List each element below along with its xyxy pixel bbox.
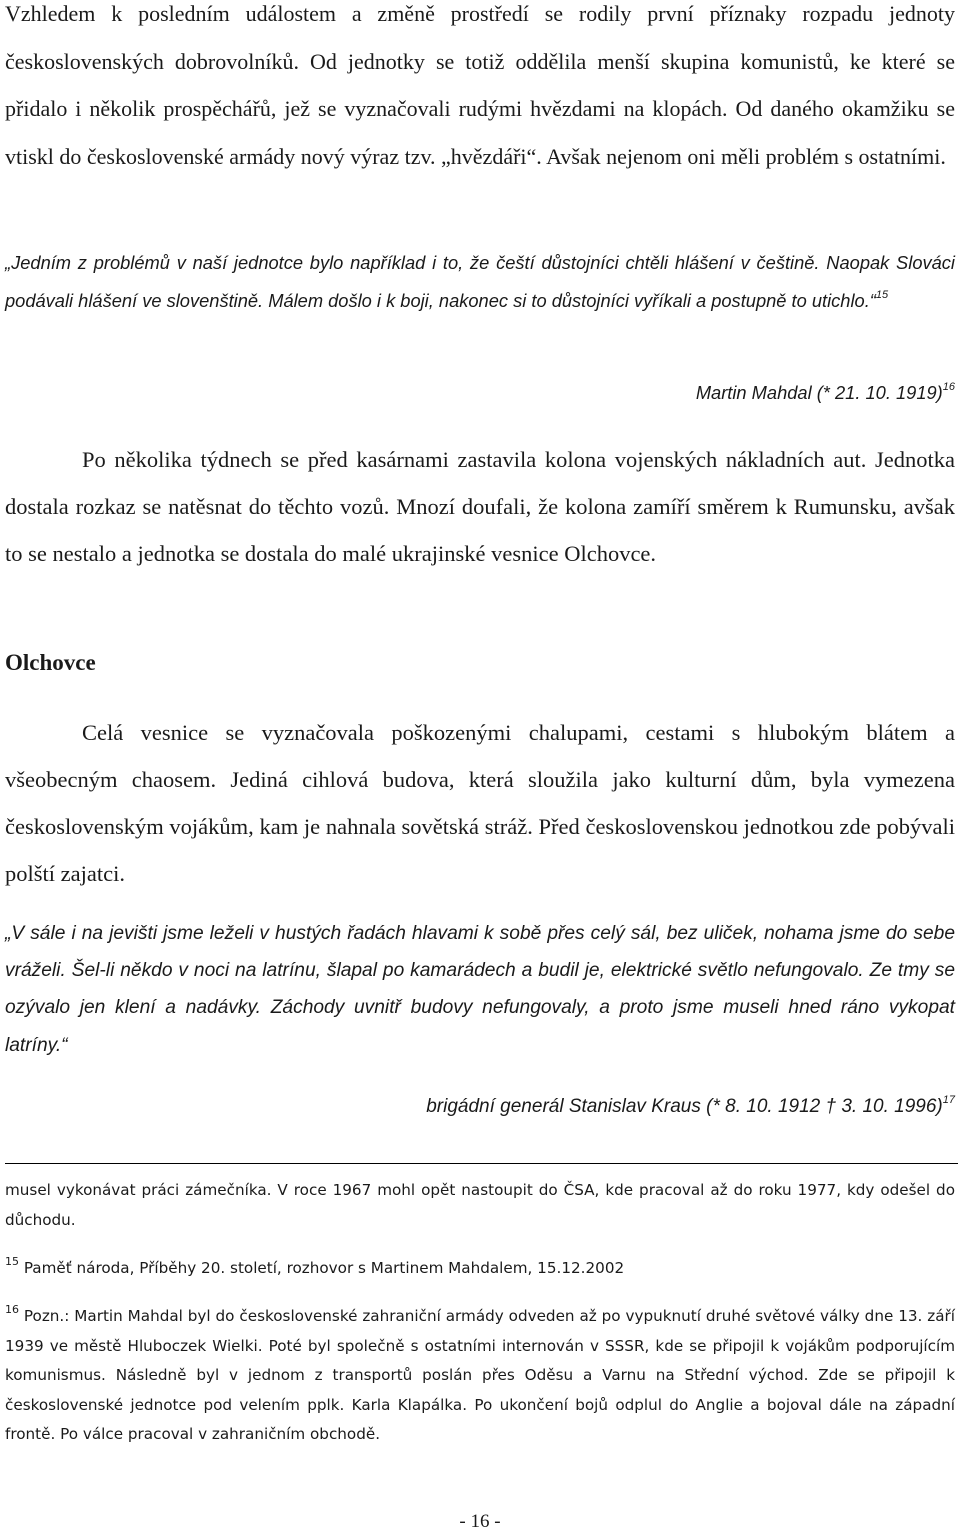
footnote-ref-17[interactable]: 17: [942, 1094, 955, 1106]
quote-kraus: „V sále i na jevišti jsme leželi v hustých řadách hlavami k sobě přes celý sál, bez uliček, nohama jsme do sebe vráželi. Šel-li někdo v noci na latrínu, šlapal po kamarádech a budil je, elektrické světlo nefungovalo. Ze tmy se ozývalo jen klení a nadávky. Záchody uvnitř budovy nefungovaly, a proto jsme museli hned ráno vykopat latríny.“: [5, 923, 955, 1056]
footnote-16-text: Pozn.: Martin Mahdal byl do československé zahraniční armády odveden až po vypuknutí druhé světové války dne 13. září 1939 ve městě Hluboczek Wielki. Poté byl společně s ostatními internován v SSSR, kde se připojil k vojákům podporujícím komunismus. Následně byl v jednom z transportů poslán přes Oděsu a Varnu na Střední východ. Zde se připojil k československé jednotce pod velením pplk. Karla Klapálka. Po ukončení bojů odplul do Anglie a bojoval dále na západní frontě. Po válce pracoval v zahraničním obchodě.: [5, 1307, 956, 1443]
term-hvezdari: „hvězdáři“: [441, 143, 537, 169]
section-heading-olchovce: Olchovce: [5, 650, 96, 675]
paragraph-intro-end: . Avšak nejenom oni měli problém s ostatními.: [536, 143, 946, 169]
footnote-separator: [5, 1163, 958, 1164]
paragraph-intro-text: Vzhledem k posledním událostem a změně prostředí se rodily první příznaky rozpadu jednoty československých dobrovolníků. Od jednotky se totiž oddělila menší skupina komunistů, ke které se přidalo i několik prospěchářů, jež se vyznačovali rudými hvězdami na klopách. Od daného okamžiku se vtiskl do československé armády nový výraz tzv.: [5, 1, 955, 169]
footnote-15: [5, 1254, 955, 1284]
footnote-continuation: musel vykonávat práci zámečníka. V roce 1967 mohl opět nastoupit do ČSA, kde pracoval až do roku 1977, kdy odešel do důchodu.: [5, 1181, 955, 1229]
page-number: - 16 -: [459, 1511, 501, 1532]
footnote-number-15: 15: [5, 1255, 19, 1268]
footnote-15-text: Paměť národa, Příběhy 20. století, rozhovor s Martinem Mahdalem, 15.12.2002: [23, 1259, 625, 1277]
footnote-ref-15[interactable]: 15: [875, 288, 889, 301]
paragraph-intro: [5, 0, 955, 180]
quote-author-mahdal-name: Martin Mahdal (* 21. 10. 1919): [695, 382, 943, 403]
quote-author-kraus: [426, 1096, 955, 1118]
paragraph-convoy: Po několika týdnech se před kasárnami zastavila kolona vojenských nákladních aut. Jednotka dostala rozkaz se natěsnat do těchto vozů. Mnozí doufali, že kolona zamíří směrem k Rumunsku, avšak to se nestalo a jednotka se dostala do malé ukrajinské vesnice Olchovce.: [5, 447, 955, 566]
paragraph-village: Celá vesnice se vyznačovala poškozenými chalupami, cestami s hlubokým blátem a všeobecným chaosem. Jediná cihlová budova, která sloužila jako kulturní dům, byla vymezena československým vojákům, kam je nahnala sovětská stráž. Před československou jednotkou zde pobývali polští zajatci.: [5, 720, 955, 886]
quote-author-mahdal: [696, 382, 955, 404]
quote-mahdal-text: „Jedním z problémů v naší jednotce bylo například i to, že čeští důstojníci chtěli hlášení v češtině. Naopak Slováci podávali hlášení ve slovenštině. Málem došlo i k boji, nakonec si to důstojníci vyříkali a postupně to utichlo.“: [5, 252, 955, 311]
footnote-ref-16[interactable]: 16: [942, 381, 955, 393]
footnote-number-16: 16: [5, 1303, 19, 1316]
quote-author-kraus-name: brigádní generál Stanislav Kraus (* 8. 10. 1912 † 3. 10. 1996): [426, 1096, 943, 1117]
quote-mahdal: [5, 244, 955, 319]
footnote-16: [5, 1302, 955, 1450]
